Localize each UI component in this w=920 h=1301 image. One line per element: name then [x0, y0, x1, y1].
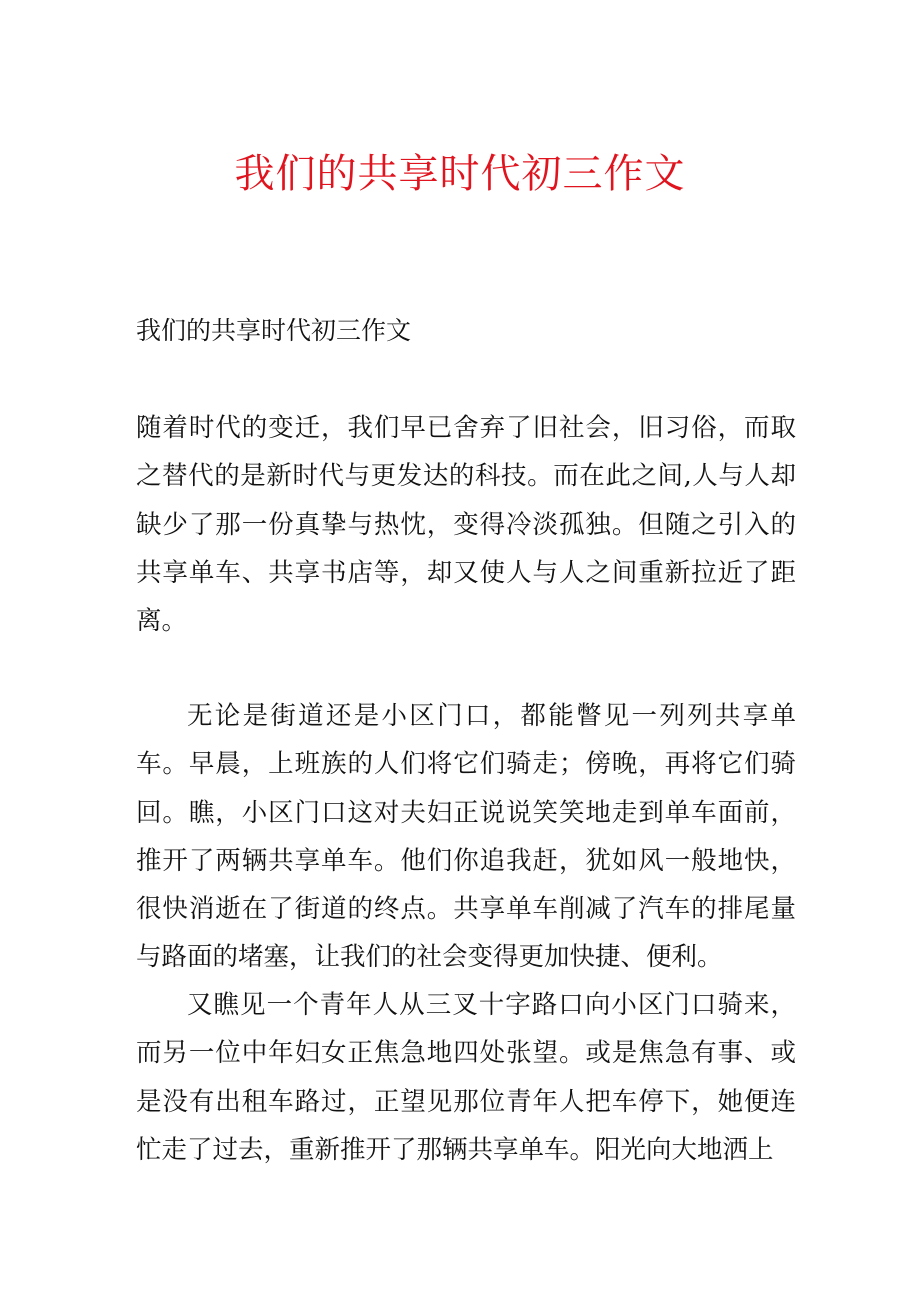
document-subtitle: 我们的共享时代初三作文	[136, 316, 412, 345]
paragraph-3: 又瞧见一个青年人从三叉十字路口向小区门口骑来，而另一位中年妇女正焦急地四处张望。或是焦急有事、或是没有出租车路过，正望见那位青年人把车停下，她便连忙走了过去，重新推开了那辆共享单车。阳光向大地洒上	[136, 990, 796, 1165]
document-title: 我们的共享时代初三作文	[234, 151, 686, 197]
paragraph-2: 无论是街道还是小区门口，都能瞥见一列列共享单车。早晨，上班族的人们将它们骑走；傍晚，再将它们骑回。瞧，小区门口这对夫妇正说说笑笑地走到单车面前，推开了两辆共享单车。他们你追我赶，犹如风一般地快，很快消逝在了街道的终点。共享单车削减了汽车的排尾量与路面的堵塞，让我们的社会变得更加快捷、便利。	[136, 701, 796, 973]
paragraph-1: 随着时代的变迁，我们早已舍弃了旧社会，旧习俗，而取之替代的是新时代与更发达的科技。而在此之间,人与人却缺少了那一份真挚与热忱，变得冷淡孤独。但随之引入的共享单车、共享书店等，却又使人与人之间重新拉近了距离。	[136, 413, 796, 637]
